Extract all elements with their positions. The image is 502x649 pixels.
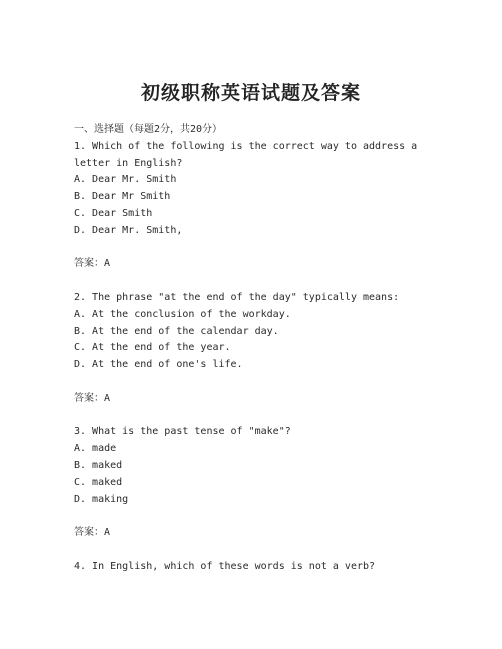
question-block [74, 139, 424, 290]
question-stem-continued: letter in English? [74, 157, 183, 169]
question-block [74, 290, 424, 424]
option: D. Dear Mr. Smith, [74, 224, 183, 236]
option: D. making [74, 493, 129, 505]
question-block [74, 424, 424, 558]
document-body [74, 122, 424, 576]
answer: 答案：A [74, 392, 111, 404]
option: C. At the end of the year. [74, 342, 231, 354]
option: D. At the end of one's life. [74, 359, 243, 371]
option: A. made [74, 443, 117, 455]
document-title: 初级职称英语试题及答案 [140, 82, 361, 104]
option: B. At the end of the calendar day. [74, 325, 279, 337]
section-heading: 一、选择题（每题2分，共20分） [74, 124, 223, 135]
question-stem: 3. What is the past tense of "make"? [74, 426, 291, 438]
question-stem: 2. The phrase "at the end of the day" typically means: [74, 291, 400, 303]
question-stem: 4. In English, which of these words is not a verb? [74, 560, 376, 572]
option: C. maked [74, 476, 123, 488]
option: B. Dear Mr Smith [74, 191, 171, 203]
option: C. Dear Smith [74, 207, 153, 219]
option: A. Dear Mr. Smith [74, 174, 177, 186]
question-block [74, 559, 424, 576]
question-stem: 1. Which of the following is the correct way to address a [74, 140, 418, 152]
option: A. At the conclusion of the workday. [74, 308, 291, 320]
answer: 答案：A [74, 258, 111, 270]
answer: 答案：A [74, 527, 111, 539]
option: B. maked [74, 459, 123, 471]
